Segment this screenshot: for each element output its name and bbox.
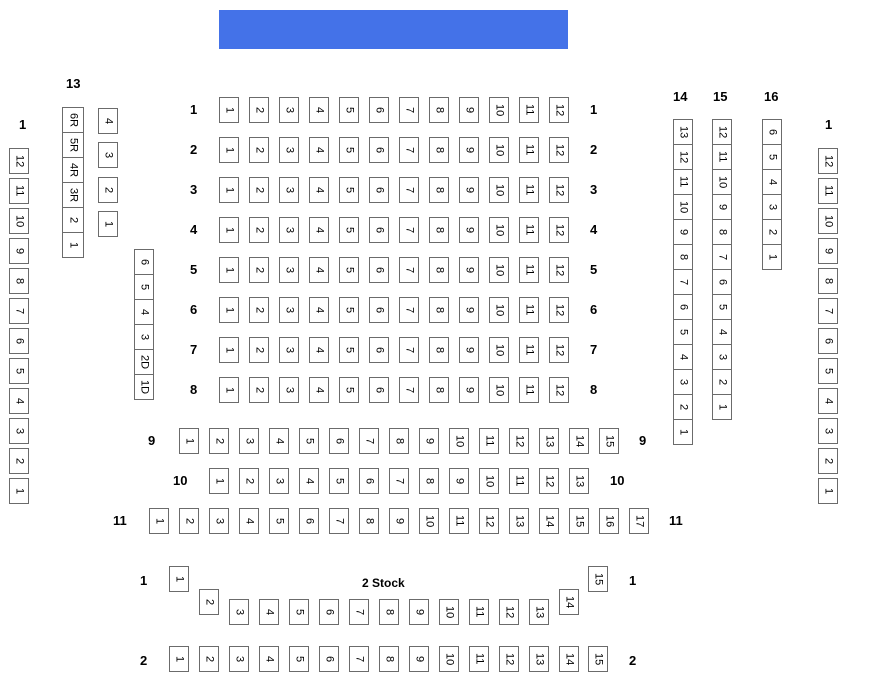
right-block-16-seat[interactable]: 1 xyxy=(762,244,782,270)
main-row-4-seat[interactable]: 5 xyxy=(339,217,359,243)
main-row-7-seat[interactable]: 10 xyxy=(489,337,509,363)
main-row-10-seat[interactable]: 2 xyxy=(239,468,259,494)
balcony-row-2-seat[interactable]: 8 xyxy=(379,646,399,672)
stage-banner xyxy=(219,10,568,49)
main-row-2-seat[interactable]: 6 xyxy=(369,137,389,163)
balcony-row-2-seat[interactable]: 6 xyxy=(319,646,339,672)
balcony-row-2-seat[interactable]: 5 xyxy=(289,646,309,672)
main-row-7-left-label: 7 xyxy=(190,342,198,357)
main-row-1-seat[interactable]: 1 xyxy=(219,97,239,123)
left-block-inner-upper-seat[interactable]: 1 xyxy=(98,211,118,237)
right-block-14-seat[interactable]: 1 xyxy=(673,419,693,445)
main-row-11-seat[interactable]: 12 xyxy=(479,508,499,534)
right-block-15-seat[interactable]: 9 xyxy=(712,194,732,220)
right-block-15-seat[interactable]: 4 xyxy=(712,319,732,345)
main-row-5-seat[interactable]: 8 xyxy=(429,257,449,283)
balcony-row-1-seat[interactable]: 2 xyxy=(199,589,219,615)
main-row-9-seat[interactable]: 9 xyxy=(419,428,439,454)
side-block-label-0: 1 xyxy=(19,117,27,132)
main-row-2-seat[interactable]: 11 xyxy=(519,137,539,163)
main-row-3-seat[interactable]: 12 xyxy=(549,177,569,203)
left-outer-block-seat[interactable]: 11 xyxy=(9,178,29,204)
main-row-7-seat[interactable]: 1 xyxy=(219,337,239,363)
main-row-3-seat[interactable]: 3 xyxy=(279,177,299,203)
balcony-row-1-seat[interactable]: 6 xyxy=(319,599,339,625)
right-block-14-seat[interactable]: 10 xyxy=(673,194,693,220)
balcony-row-2-seat[interactable]: 4 xyxy=(259,646,279,672)
left-outer-block-seat[interactable]: 12 xyxy=(9,148,29,174)
main-row-3-seat[interactable]: 11 xyxy=(519,177,539,203)
main-row-6-seat[interactable]: 7 xyxy=(399,297,419,323)
main-row-1-seat[interactable]: 10 xyxy=(489,97,509,123)
left-block-13-seat[interactable]: 2 xyxy=(62,207,84,233)
main-row-11-seat[interactable]: 14 xyxy=(539,508,559,534)
balcony-row-2-seat[interactable]: 13 xyxy=(529,646,549,672)
right-outer-block-seat[interactable]: 5 xyxy=(818,358,838,384)
balcony-row-2-seat[interactable]: 2 xyxy=(199,646,219,672)
main-row-10-seat[interactable]: 5 xyxy=(329,468,349,494)
right-block-15-seat[interactable]: 2 xyxy=(712,369,732,395)
balcony-row-2-seat[interactable]: 15 xyxy=(588,646,608,672)
right-block-16-seat[interactable]: 6 xyxy=(762,119,782,145)
main-row-11-seat[interactable]: 1 xyxy=(149,508,169,534)
right-outer-block-seat[interactable]: 4 xyxy=(818,388,838,414)
main-row-9-seat[interactable]: 7 xyxy=(359,428,379,454)
right-block-15-seat[interactable]: 11 xyxy=(712,144,732,170)
main-row-5-seat[interactable]: 1 xyxy=(219,257,239,283)
main-row-11-seat[interactable]: 3 xyxy=(209,508,229,534)
balcony-row-2-seat[interactable]: 11 xyxy=(469,646,489,672)
main-row-4-seat[interactable]: 1 xyxy=(219,217,239,243)
right-block-14-seat[interactable]: 11 xyxy=(673,169,693,195)
main-row-3-seat[interactable]: 8 xyxy=(429,177,449,203)
right-block-16-seat[interactable]: 5 xyxy=(762,144,782,170)
main-row-1-seat[interactable]: 12 xyxy=(549,97,569,123)
main-row-9-seat[interactable]: 4 xyxy=(269,428,289,454)
right-block-16-seat[interactable]: 4 xyxy=(762,169,782,195)
main-row-11-seat[interactable]: 17 xyxy=(629,508,649,534)
main-row-6-seat[interactable]: 5 xyxy=(339,297,359,323)
main-row-4-left-label: 4 xyxy=(190,222,198,237)
balcony-row-2-seat[interactable]: 9 xyxy=(409,646,429,672)
balcony-row-2-seat[interactable]: 12 xyxy=(499,646,519,672)
main-row-6-left-label: 6 xyxy=(190,302,198,317)
main-row-10-seat[interactable]: 7 xyxy=(389,468,409,494)
main-row-11-seat[interactable]: 16 xyxy=(599,508,619,534)
left-outer-block-seat[interactable]: 3 xyxy=(9,418,29,444)
main-row-9-seat[interactable]: 1 xyxy=(179,428,199,454)
left-block-13-seat[interactable]: 1 xyxy=(62,232,84,258)
right-block-16-seat[interactable]: 3 xyxy=(762,194,782,220)
main-row-10-seat[interactable]: 6 xyxy=(359,468,379,494)
main-row-3-seat[interactable]: 2 xyxy=(249,177,269,203)
main-row-4-seat[interactable]: 3 xyxy=(279,217,299,243)
main-row-1-seat[interactable]: 2 xyxy=(249,97,269,123)
left-outer-block-seat[interactable]: 6 xyxy=(9,328,29,354)
left-outer-block-seat[interactable]: 9 xyxy=(9,238,29,264)
balcony-row-1-seat[interactable]: 9 xyxy=(409,599,429,625)
main-row-10-seat[interactable]: 3 xyxy=(269,468,289,494)
main-row-3-seat[interactable]: 6 xyxy=(369,177,389,203)
main-row-2-seat[interactable]: 7 xyxy=(399,137,419,163)
left-block-inner-lower-seat[interactable]: 2D xyxy=(134,349,154,375)
main-row-8-seat[interactable]: 11 xyxy=(519,377,539,403)
main-row-9-seat[interactable]: 3 xyxy=(239,428,259,454)
main-row-8-seat[interactable]: 2 xyxy=(249,377,269,403)
main-row-11-seat[interactable]: 4 xyxy=(239,508,259,534)
main-row-11-left-label: 11 xyxy=(113,513,127,528)
main-row-2-seat[interactable]: 5 xyxy=(339,137,359,163)
left-block-inner-upper-seat[interactable]: 3 xyxy=(98,142,118,168)
main-row-8-left-label: 8 xyxy=(190,382,198,397)
main-row-3-right-label: 3 xyxy=(590,182,598,197)
main-row-11-seat[interactable]: 13 xyxy=(509,508,529,534)
main-row-7-seat[interactable]: 5 xyxy=(339,337,359,363)
main-row-1-seat[interactable]: 5 xyxy=(339,97,359,123)
block-label-13: 13 xyxy=(66,76,81,91)
left-block-13-seat[interactable]: 6R xyxy=(62,107,84,133)
balcony-row-2-left-label: 2 xyxy=(140,653,148,668)
right-block-15-seat[interactable]: 5 xyxy=(712,294,732,320)
main-row-5-seat[interactable]: 4 xyxy=(309,257,329,283)
main-row-11-seat[interactable]: 5 xyxy=(269,508,289,534)
main-row-7-right-label: 7 xyxy=(590,342,598,357)
main-row-7-seat[interactable]: 11 xyxy=(519,337,539,363)
main-row-8-seat[interactable]: 10 xyxy=(489,377,509,403)
main-row-2-seat[interactable]: 10 xyxy=(489,137,509,163)
main-row-2-seat[interactable]: 8 xyxy=(429,137,449,163)
main-row-1-right-label: 1 xyxy=(590,102,598,117)
right-outer-block-seat[interactable]: 11 xyxy=(818,178,838,204)
main-row-9-seat[interactable]: 2 xyxy=(209,428,229,454)
main-row-7-seat[interactable]: 9 xyxy=(459,337,479,363)
main-row-9-right-label: 9 xyxy=(639,433,647,448)
balcony-row-2-seat[interactable]: 7 xyxy=(349,646,369,672)
main-row-7-seat[interactable]: 2 xyxy=(249,337,269,363)
balcony-row-1-right-label: 1 xyxy=(629,573,637,588)
main-row-8-seat[interactable]: 8 xyxy=(429,377,449,403)
right-block-14-seat[interactable]: 12 xyxy=(673,144,693,170)
main-row-7-seat[interactable]: 3 xyxy=(279,337,299,363)
balcony-row-1-seat[interactable]: 7 xyxy=(349,599,369,625)
main-row-3-seat[interactable]: 9 xyxy=(459,177,479,203)
left-outer-block-seat[interactable]: 4 xyxy=(9,388,29,414)
right-block-16-seat[interactable]: 2 xyxy=(762,219,782,245)
main-row-8-right-label: 8 xyxy=(590,382,598,397)
floor-label: 2 Stock xyxy=(362,576,405,590)
right-outer-block-seat[interactable]: 7 xyxy=(818,298,838,324)
main-row-3-seat[interactable]: 10 xyxy=(489,177,509,203)
main-row-4-seat[interactable]: 6 xyxy=(369,217,389,243)
main-row-6-right-label: 6 xyxy=(590,302,598,317)
balcony-row-1-seat[interactable]: 12 xyxy=(499,599,519,625)
main-row-2-seat[interactable]: 12 xyxy=(549,137,569,163)
main-row-10-seat[interactable]: 12 xyxy=(539,468,559,494)
main-row-6-seat[interactable]: 1 xyxy=(219,297,239,323)
right-outer-block-seat[interactable]: 1 xyxy=(818,478,838,504)
main-row-4-seat[interactable]: 7 xyxy=(399,217,419,243)
main-row-11-seat[interactable]: 7 xyxy=(329,508,349,534)
main-row-2-seat[interactable]: 1 xyxy=(219,137,239,163)
main-row-8-seat[interactable]: 12 xyxy=(549,377,569,403)
main-row-10-seat[interactable]: 10 xyxy=(479,468,499,494)
main-row-9-seat[interactable]: 14 xyxy=(569,428,589,454)
main-row-6-seat[interactable]: 6 xyxy=(369,297,389,323)
main-row-2-seat[interactable]: 3 xyxy=(279,137,299,163)
main-row-5-seat[interactable]: 6 xyxy=(369,257,389,283)
right-block-15-seat[interactable]: 10 xyxy=(712,169,732,195)
right-block-14-seat[interactable]: 5 xyxy=(673,319,693,345)
balcony-row-1-seat[interactable]: 10 xyxy=(439,599,459,625)
balcony-row-1-seat[interactable]: 3 xyxy=(229,599,249,625)
main-row-6-seat[interactable]: 4 xyxy=(309,297,329,323)
main-row-11-seat[interactable]: 15 xyxy=(569,508,589,534)
main-row-1-seat[interactable]: 4 xyxy=(309,97,329,123)
right-block-14-seat[interactable]: 13 xyxy=(673,119,693,145)
main-row-10-right-label: 10 xyxy=(610,473,625,488)
balcony-row-1-seat[interactable]: 14 xyxy=(559,589,579,615)
balcony-row-1-seat[interactable]: 5 xyxy=(289,599,309,625)
right-block-15-seat[interactable]: 1 xyxy=(712,394,732,420)
main-row-9-seat[interactable]: 11 xyxy=(479,428,499,454)
right-outer-block-seat[interactable]: 12 xyxy=(818,148,838,174)
right-block-15-seat[interactable]: 8 xyxy=(712,219,732,245)
main-row-5-left-label: 5 xyxy=(190,262,198,277)
main-row-3-seat[interactable]: 7 xyxy=(399,177,419,203)
main-row-5-seat[interactable]: 5 xyxy=(339,257,359,283)
main-row-7-seat[interactable]: 6 xyxy=(369,337,389,363)
main-row-2-seat[interactable]: 2 xyxy=(249,137,269,163)
main-row-11-seat[interactable]: 10 xyxy=(419,508,439,534)
main-row-5-seat[interactable]: 7 xyxy=(399,257,419,283)
balcony-row-1-left-label: 1 xyxy=(140,573,148,588)
balcony-row-2-right-label: 2 xyxy=(629,653,637,668)
right-outer-block-seat[interactable]: 8 xyxy=(818,268,838,294)
main-row-6-seat[interactable]: 10 xyxy=(489,297,509,323)
left-block-inner-lower-seat[interactable]: 5 xyxy=(134,274,154,300)
left-block-inner-upper-seat[interactable]: 4 xyxy=(98,108,118,134)
main-row-4-seat[interactable]: 12 xyxy=(549,217,569,243)
main-row-4-seat[interactable]: 4 xyxy=(309,217,329,243)
main-row-7-seat[interactable]: 7 xyxy=(399,337,419,363)
balcony-row-1-seat[interactable]: 1 xyxy=(169,566,189,592)
main-row-2-left-label: 2 xyxy=(190,142,198,157)
main-row-1-seat[interactable]: 7 xyxy=(399,97,419,123)
main-row-1-left-label: 1 xyxy=(190,102,198,117)
right-block-14-seat[interactable]: 9 xyxy=(673,219,693,245)
main-row-3-left-label: 3 xyxy=(190,182,198,197)
balcony-row-2-seat[interactable]: 10 xyxy=(439,646,459,672)
main-row-11-seat[interactable]: 9 xyxy=(389,508,409,534)
main-row-1-seat[interactable]: 9 xyxy=(459,97,479,123)
main-row-6-seat[interactable]: 11 xyxy=(519,297,539,323)
left-block-inner-upper-seat[interactable]: 2 xyxy=(98,177,118,203)
right-block-14-seat[interactable]: 2 xyxy=(673,394,693,420)
main-row-9-left-label: 9 xyxy=(148,433,156,448)
main-row-5-seat[interactable]: 10 xyxy=(489,257,509,283)
left-block-inner-lower-seat[interactable]: 6 xyxy=(134,249,154,275)
main-row-5-seat[interactable]: 2 xyxy=(249,257,269,283)
right-block-15-seat[interactable]: 3 xyxy=(712,344,732,370)
main-row-2-right-label: 2 xyxy=(590,142,598,157)
main-row-4-right-label: 4 xyxy=(590,222,598,237)
main-row-11-seat[interactable]: 2 xyxy=(179,508,199,534)
left-block-13-seat[interactable]: 5R xyxy=(62,132,84,158)
left-outer-block-seat[interactable]: 2 xyxy=(9,448,29,474)
main-row-11-seat[interactable]: 6 xyxy=(299,508,319,534)
balcony-row-1-seat[interactable]: 8 xyxy=(379,599,399,625)
right-block-15-seat[interactable]: 12 xyxy=(712,119,732,145)
main-row-8-seat[interactable]: 3 xyxy=(279,377,299,403)
main-row-5-right-label: 5 xyxy=(590,262,598,277)
right-outer-block-seat[interactable]: 3 xyxy=(818,418,838,444)
main-row-4-seat[interactable]: 10 xyxy=(489,217,509,243)
block-label-16: 16 xyxy=(764,89,779,104)
side-block-label-1: 1 xyxy=(825,117,833,132)
main-row-10-seat[interactable]: 9 xyxy=(449,468,469,494)
balcony-row-2-seat[interactable]: 14 xyxy=(559,646,579,672)
main-row-9-seat[interactable]: 5 xyxy=(299,428,319,454)
main-row-1-seat[interactable]: 8 xyxy=(429,97,449,123)
right-block-14-seat[interactable]: 7 xyxy=(673,269,693,295)
main-row-10-seat[interactable]: 4 xyxy=(299,468,319,494)
main-row-9-seat[interactable]: 13 xyxy=(539,428,559,454)
balcony-row-1-seat[interactable]: 15 xyxy=(588,566,608,592)
main-row-5-seat[interactable]: 11 xyxy=(519,257,539,283)
main-row-6-seat[interactable]: 8 xyxy=(429,297,449,323)
balcony-row-2-seat[interactable]: 3 xyxy=(229,646,249,672)
right-block-14-seat[interactable]: 4 xyxy=(673,344,693,370)
main-row-4-seat[interactable]: 9 xyxy=(459,217,479,243)
main-row-5-seat[interactable]: 9 xyxy=(459,257,479,283)
main-row-8-seat[interactable]: 9 xyxy=(459,377,479,403)
main-row-11-seat[interactable]: 11 xyxy=(449,508,469,534)
main-row-2-seat[interactable]: 4 xyxy=(309,137,329,163)
main-row-3-seat[interactable]: 5 xyxy=(339,177,359,203)
main-row-3-seat[interactable]: 4 xyxy=(309,177,329,203)
main-row-10-seat[interactable]: 1 xyxy=(209,468,229,494)
main-row-10-seat[interactable]: 13 xyxy=(569,468,589,494)
main-row-8-seat[interactable]: 5 xyxy=(339,377,359,403)
right-outer-block-seat[interactable]: 9 xyxy=(818,238,838,264)
right-block-14-seat[interactable]: 6 xyxy=(673,294,693,320)
left-outer-block-seat[interactable]: 1 xyxy=(9,478,29,504)
right-block-14-seat[interactable]: 8 xyxy=(673,244,693,270)
main-row-8-seat[interactable]: 6 xyxy=(369,377,389,403)
right-block-15-seat[interactable]: 7 xyxy=(712,244,732,270)
main-row-4-seat[interactable]: 11 xyxy=(519,217,539,243)
main-row-4-seat[interactable]: 2 xyxy=(249,217,269,243)
block-label-15: 15 xyxy=(713,89,728,104)
block-label-14: 14 xyxy=(673,89,688,104)
main-row-1-seat[interactable]: 6 xyxy=(369,97,389,123)
main-row-1-seat[interactable]: 11 xyxy=(519,97,539,123)
right-outer-block-seat[interactable]: 2 xyxy=(818,448,838,474)
main-row-1-seat[interactable]: 3 xyxy=(279,97,299,123)
main-row-4-seat[interactable]: 8 xyxy=(429,217,449,243)
main-row-7-seat[interactable]: 4 xyxy=(309,337,329,363)
main-row-10-seat[interactable]: 8 xyxy=(419,468,439,494)
main-row-6-seat[interactable]: 12 xyxy=(549,297,569,323)
main-row-7-seat[interactable]: 12 xyxy=(549,337,569,363)
left-block-13-seat[interactable]: 4R xyxy=(62,157,84,183)
main-row-8-seat[interactable]: 4 xyxy=(309,377,329,403)
main-row-7-seat[interactable]: 8 xyxy=(429,337,449,363)
main-row-9-seat[interactable]: 15 xyxy=(599,428,619,454)
left-block-inner-lower-seat[interactable]: 1D xyxy=(134,374,154,400)
main-row-10-left-label: 10 xyxy=(173,473,188,488)
balcony-row-1-seat[interactable]: 11 xyxy=(469,599,489,625)
balcony-row-1-seat[interactable]: 13 xyxy=(529,599,549,625)
main-row-11-right-label: 11 xyxy=(669,513,683,528)
main-row-8-seat[interactable]: 7 xyxy=(399,377,419,403)
balcony-row-1-seat[interactable]: 4 xyxy=(259,599,279,625)
balcony-row-2-seat[interactable]: 1 xyxy=(169,646,189,672)
main-row-9-seat[interactable]: 12 xyxy=(509,428,529,454)
main-row-3-seat[interactable]: 1 xyxy=(219,177,239,203)
main-row-5-seat[interactable]: 3 xyxy=(279,257,299,283)
left-block-13-seat[interactable]: 3R xyxy=(62,182,84,208)
main-row-5-seat[interactable]: 12 xyxy=(549,257,569,283)
main-row-11-seat[interactable]: 8 xyxy=(359,508,379,534)
main-row-9-seat[interactable]: 8 xyxy=(389,428,409,454)
main-row-6-seat[interactable]: 3 xyxy=(279,297,299,323)
left-outer-block-seat[interactable]: 7 xyxy=(9,298,29,324)
main-row-9-seat[interactable]: 6 xyxy=(329,428,349,454)
main-row-10-seat[interactable]: 11 xyxy=(509,468,529,494)
main-row-8-seat[interactable]: 1 xyxy=(219,377,239,403)
left-block-inner-lower-seat[interactable]: 3 xyxy=(134,324,154,350)
main-row-9-seat[interactable]: 10 xyxy=(449,428,469,454)
main-row-2-seat[interactable]: 9 xyxy=(459,137,479,163)
left-outer-block-seat[interactable]: 5 xyxy=(9,358,29,384)
left-block-inner-lower-seat[interactable]: 4 xyxy=(134,299,154,325)
right-outer-block-seat[interactable]: 10 xyxy=(818,208,838,234)
right-block-15-seat[interactable]: 6 xyxy=(712,269,732,295)
left-outer-block-seat[interactable]: 10 xyxy=(9,208,29,234)
right-block-14-seat[interactable]: 3 xyxy=(673,369,693,395)
right-outer-block-seat[interactable]: 6 xyxy=(818,328,838,354)
main-row-6-seat[interactable]: 9 xyxy=(459,297,479,323)
left-outer-block-seat[interactable]: 8 xyxy=(9,268,29,294)
main-row-6-seat[interactable]: 2 xyxy=(249,297,269,323)
